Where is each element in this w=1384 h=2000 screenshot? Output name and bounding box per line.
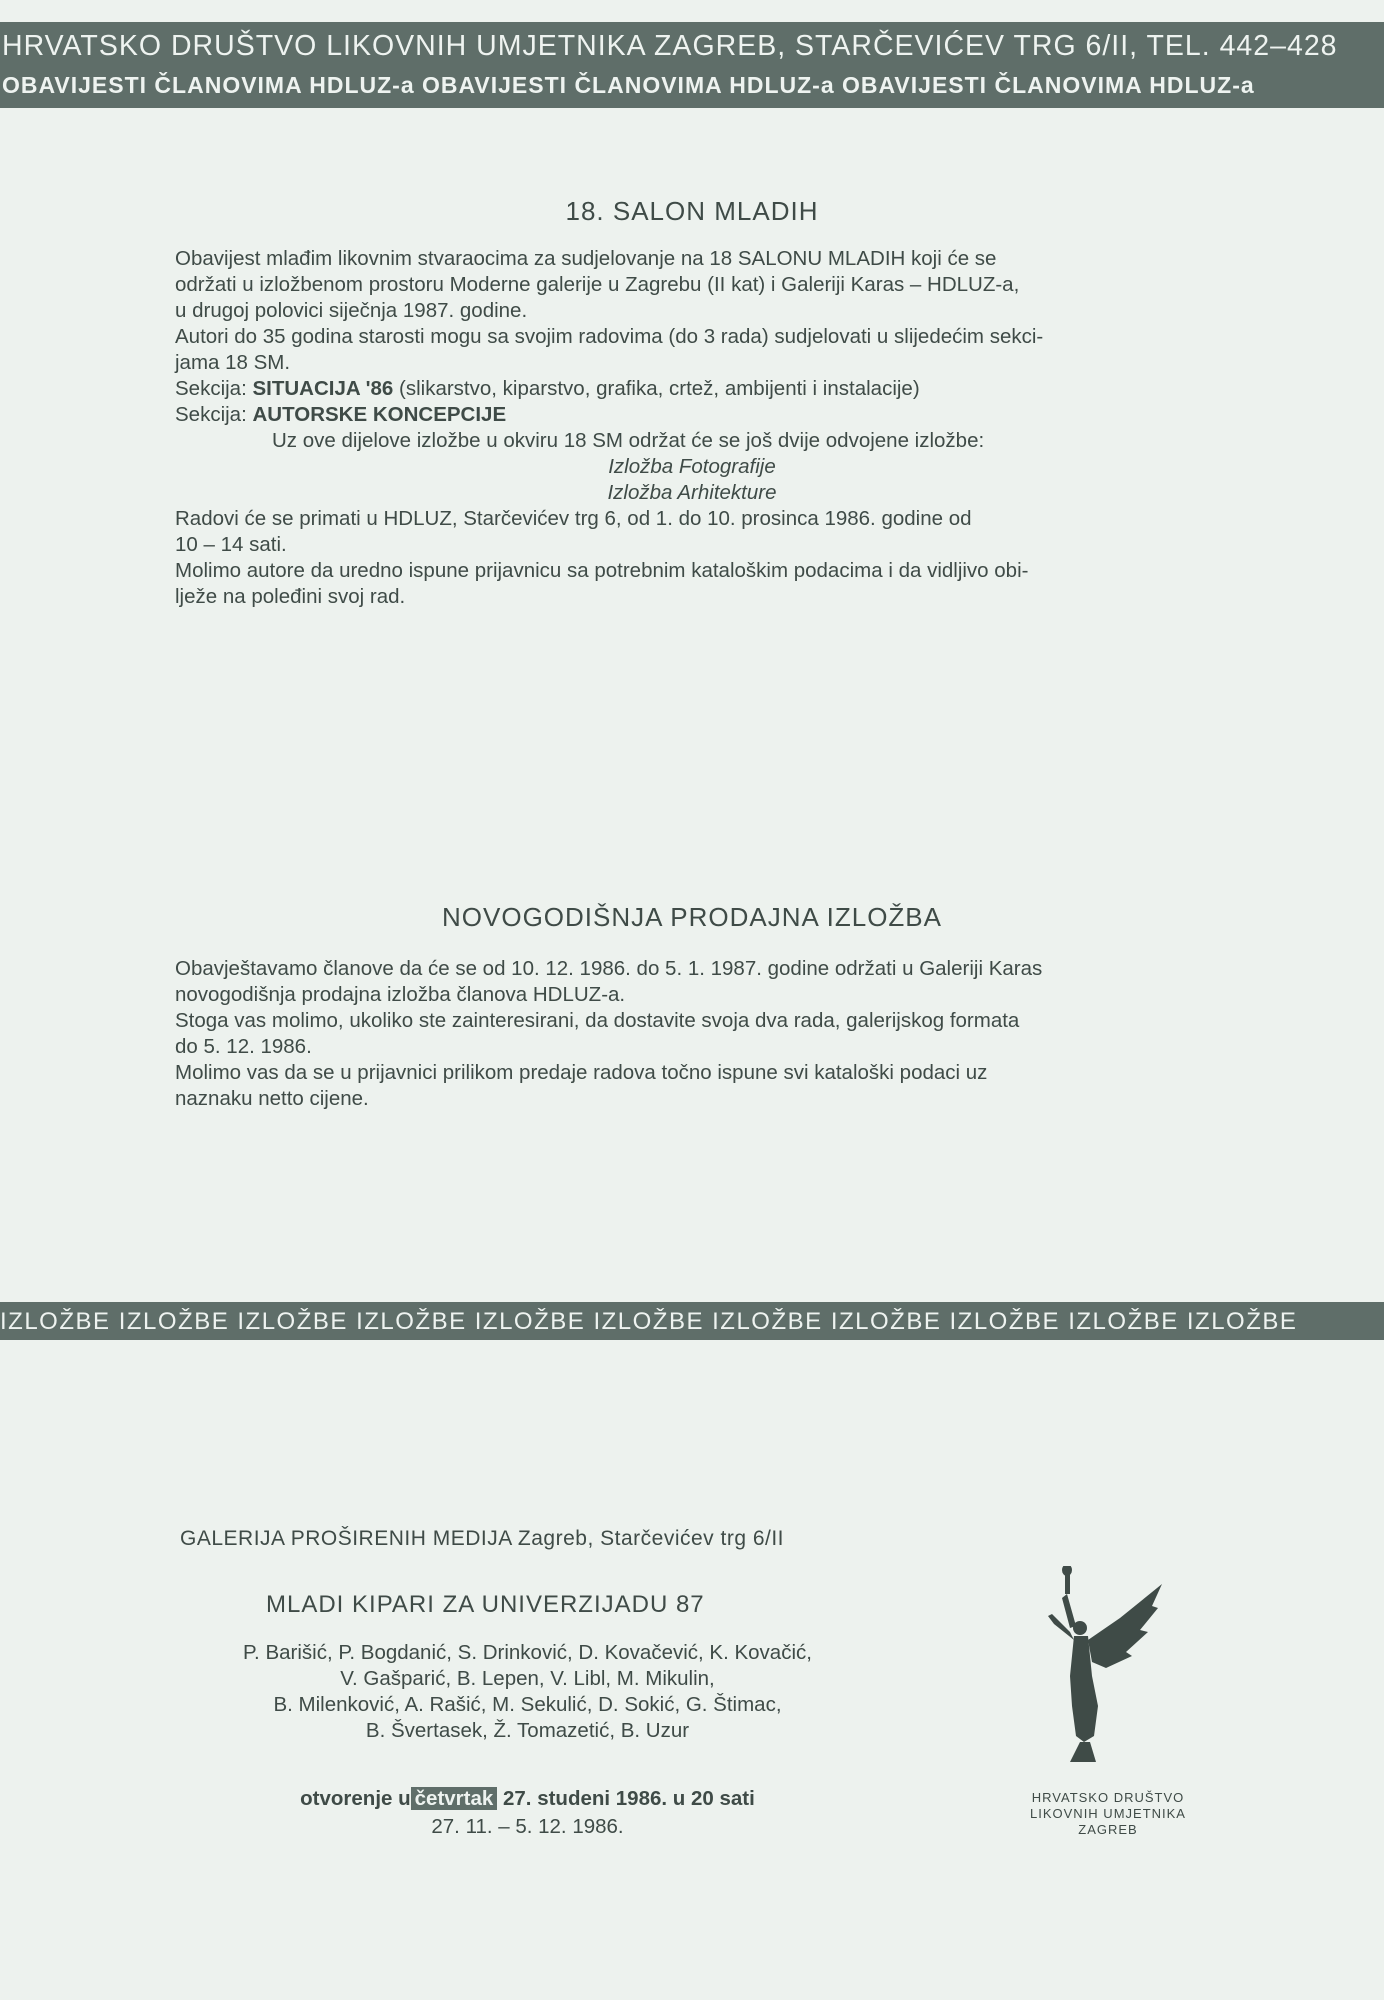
salon-intro — [175, 246, 1043, 428]
newyear-line: Obavještavamo članove da će se od 10. 12. 1986. do 5. 1. 1987. godine održati u Galeriji Karas — [175, 957, 1043, 980]
exhibitions-band-text: IZLOŽBE IZLOŽBE IZLOŽBE IZLOŽBE IZLOŽBE IZLOŽBE IZLOŽBE IZLOŽBE IZLOŽBE IZLOŽBE IZLOŽBE — [0, 1308, 1298, 1335]
salon-intro-line: održati u izložbenom prostoru Moderne galerije u Zagrebu (II kat) i Galeriji Karas – HDLUZ-a, — [175, 273, 1020, 296]
gallery-line: GALERIJA PROŠIRENIH MEDIJA Zagreb, Starčevićev trg 6/II — [180, 1527, 785, 1550]
salon-intro-line: u drugoj polovici siječnja 1987. godine. — [175, 299, 528, 322]
salon-age-line: Autori do 35 godina starosti mogu sa svojim radovima (do 3 rada) sudjelovati u slijedećim sekci- — [175, 325, 1044, 348]
salon-age-line: jama 18 SM. — [175, 351, 291, 374]
logo-line: ZAGREB — [1078, 1822, 1138, 1837]
submission-instructions: Molimo autore da uredno ispune prijavnicu sa potrebnim kataloškim podacima i da vidljivo obi- — [175, 559, 1029, 582]
section-2-line — [175, 402, 1043, 428]
submission-line: 10 – 14 sati. — [175, 533, 287, 556]
exhibitions-band — [0, 1302, 1384, 1340]
newyear-title: NOVOGODIŠNJA PRODAJNA IZLOŽBA — [442, 902, 942, 932]
submission-instructions: lježe na poleđini svoj rad. — [175, 585, 406, 608]
header-notices: OBAVIJESTI ČLANOVIMA HDLUZ-a OBAVIJESTI ČLANOVIMA HDLUZ-a OBAVIJESTI ČLANOVIMA HDLUZ-a — [2, 72, 1255, 98]
artist-list — [190, 1640, 865, 1744]
newyear-body — [175, 956, 1042, 1112]
salon-title: 18. SALON MLADIH — [565, 196, 819, 226]
section-name: SITUACIJA '86 — [252, 377, 394, 400]
header-address: HRVATSKO DRUŠTVO LIKOVNIH UMJETNIKA ZAGREB, STARČEVIĆEV TRG 6/II, TEL. 442–428 — [2, 30, 1338, 62]
newyear-line: naznaku netto cijene. — [175, 1087, 369, 1110]
logo-line: HRVATSKO DRUŠTVO — [1031, 1790, 1185, 1805]
newyear-line: novogodišnja prodajna izložba članova HDLUZ-a. — [175, 983, 626, 1006]
winged-victory-statue-icon — [1040, 1566, 1170, 1766]
salon-intro-line: Obavijest mlađim likovnim stvaraocima za sudjelovanje na 18 SALONU MLADIH koji će se — [175, 247, 997, 270]
extra-exhibitions-intro: Uz ove dijelove izložbe u okviru 18 SM održat će se još dvije odvojene izložbe: — [272, 429, 985, 452]
exhibition-dates: 27. 11. – 5. 12. 1986. — [431, 1815, 624, 1838]
extra-exhibition-architecture: Izložba Arhitekture — [607, 481, 777, 504]
salon-submission — [175, 506, 1028, 610]
newyear-line: Molimo vas da se u prijavnici prilikom predaje radova točno ispune svi kataloški podaci uz — [175, 1061, 988, 1084]
opening-prefix: otvorenje u — [300, 1787, 411, 1810]
section-label: Sekcija: — [175, 403, 247, 426]
artist-line: B. Milenković, A. Rašić, M. Sekulić, D. Sokić, G. Štimac, — [273, 1693, 782, 1716]
logo-text — [1018, 1790, 1198, 1838]
opening-day: četvrtak — [411, 1787, 498, 1810]
header-band — [0, 22, 1384, 108]
artist-line: B. Švertasek, Ž. Tomazetić, B. Uzur — [365, 1719, 690, 1742]
newyear-line: Stoga vas molimo, ukoliko ste zainteresirani, da dostavite svoja dva rada, galerijskog formata — [175, 1009, 1020, 1032]
section-description: (slikarstvo, kiparstvo, grafika, crtež, ambijenti i instalacije) — [399, 377, 920, 400]
opening-date: 27. studeni 1986. u 20 sati — [503, 1787, 755, 1810]
extra-exhibition-photo: Izložba Fotografije — [608, 455, 776, 478]
section-name: AUTORSKE KONCEPCIJE — [252, 403, 507, 426]
artist-line: P. Barišić, P. Bogdanić, S. Drinković, D. Kovačević, K. Kovačić, — [243, 1641, 812, 1664]
artist-line: V. Gašparić, B. Lepen, V. Libl, M. Mikulin, — [340, 1667, 715, 1690]
section-label: Sekcija: — [175, 377, 247, 400]
newyear-line: do 5. 12. 1986. — [175, 1035, 312, 1058]
opening-line — [190, 1786, 865, 1812]
exhibition-title: MLADI KIPARI ZA UNIVERZIJADU 87 — [266, 1591, 705, 1618]
logo-line: LIKOVNIH UMJETNIKA — [1030, 1806, 1186, 1821]
section-1-line — [175, 376, 1043, 402]
submission-line: Radovi će se primati u HDLUZ, Starčevićev trg 6, od 1. do 10. prosinca 1986. godine od — [175, 507, 972, 530]
